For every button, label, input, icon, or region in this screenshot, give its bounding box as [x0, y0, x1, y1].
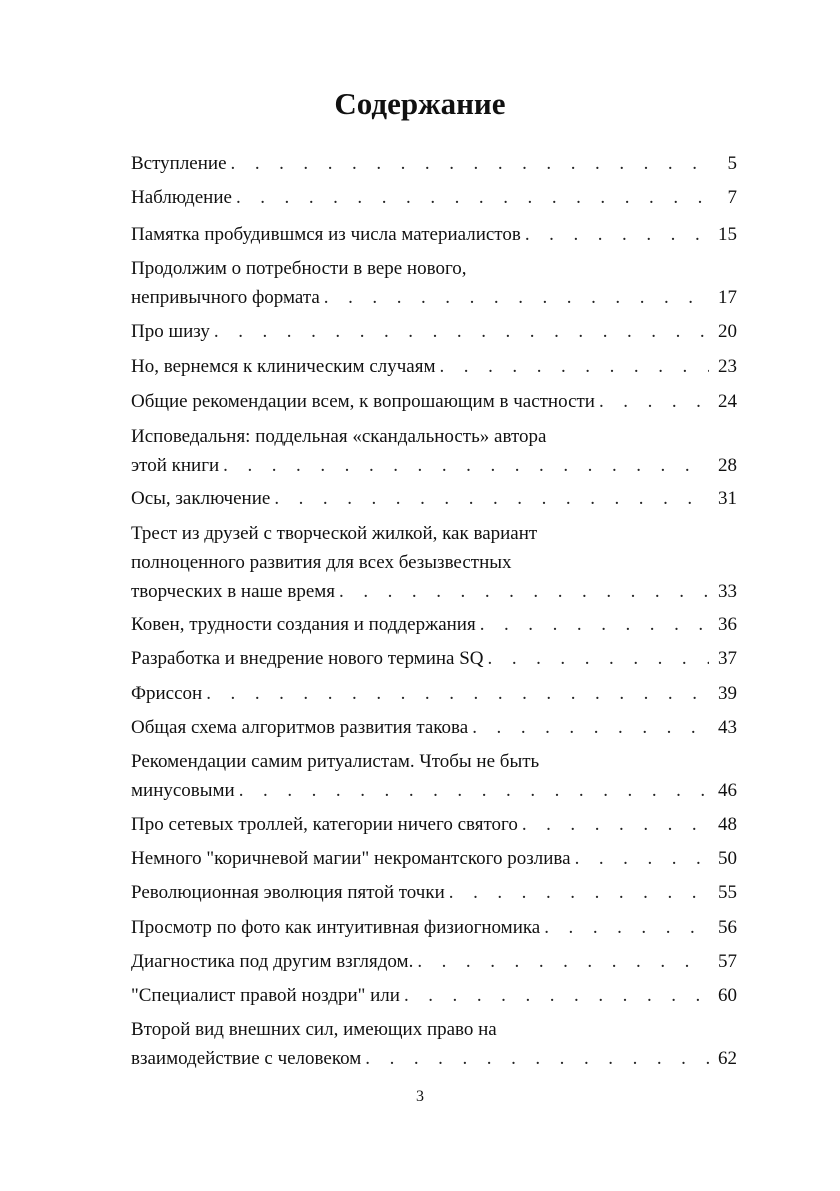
- toc-page-number: 33: [718, 581, 737, 602]
- toc-entry-title: Про шизу: [131, 321, 210, 342]
- toc-entry-line: [131, 387, 737, 416]
- toc-entry-title: "Специалист правой ноздри" или: [131, 985, 400, 1006]
- dot-leader: [223, 451, 709, 480]
- toc-entry-photo[interactable]: [131, 913, 737, 942]
- toc-entry-title: Просмотр по фото как интуитивная физиогномика: [131, 917, 541, 938]
- toc-entry-title: Ковен, трудности создания и поддержания: [131, 614, 476, 635]
- page-title: Содержание: [334, 86, 506, 121]
- toc-entry-trolls[interactable]: [131, 810, 737, 839]
- toc-entry-title: Наблюдение: [131, 187, 232, 208]
- toc-entry-title: полноценного развития для всех безызвестных: [131, 552, 512, 573]
- toc-entry-wasps[interactable]: [131, 484, 737, 513]
- toc-entry-shiza[interactable]: [131, 317, 737, 346]
- toc-entry-memo[interactable]: [131, 220, 737, 249]
- toc-entry-title: Разработка и внедрение нового термина SQ: [131, 648, 484, 669]
- toc-entry-intro[interactable]: [131, 149, 737, 178]
- toc-entry-line: [131, 451, 737, 480]
- dot-leader: [231, 149, 709, 178]
- toc-page-number: 28: [718, 455, 737, 476]
- toc-entry-title: Общая схема алгоритмов развития такова: [131, 717, 469, 738]
- dot-leader: [236, 183, 709, 212]
- toc-entry-line: [131, 947, 737, 976]
- toc-page-number: 60: [718, 985, 737, 1006]
- toc-page-number: 43: [718, 717, 737, 738]
- toc-page-number: 39: [718, 683, 737, 704]
- toc-entry-title: Общие рекомендации всем, к вопрошающим в частности: [131, 391, 595, 412]
- toc-entry-line: [131, 352, 737, 381]
- toc-entry-clinical[interactable]: [131, 352, 737, 381]
- toc-page-number: 31: [718, 488, 737, 509]
- toc-entry-title: Революционная эволюция пятой точки: [131, 882, 445, 903]
- toc-entry-line: [131, 713, 737, 742]
- toc-page-number: 15: [718, 224, 737, 245]
- toc-entry-trust[interactable]: [131, 519, 737, 606]
- dot-leader: [274, 484, 709, 513]
- toc-entry-line: [131, 810, 737, 839]
- toc-page-number: 7: [727, 187, 737, 208]
- dot-leader: [480, 610, 709, 639]
- toc-entry-title: Про сетевых троллей, категории ничего святого: [131, 814, 518, 835]
- toc-entry-title: Немного "коричневой магии" некромантского розлива: [131, 848, 571, 869]
- toc-entry-line: [131, 1044, 737, 1073]
- toc-page-number: 50: [718, 848, 737, 869]
- dot-leader: [417, 947, 709, 976]
- toc-entry-title: Продолжим о потребности в вере нового,: [131, 258, 467, 279]
- dot-leader: [575, 844, 709, 873]
- toc-entry-title: Памятка пробудившмся из числа материалистов: [131, 224, 521, 245]
- toc-entry-line: [131, 844, 737, 873]
- toc-page-number: 48: [718, 814, 737, 835]
- toc-page-number: 23: [718, 356, 737, 377]
- dot-leader: [206, 679, 709, 708]
- dot-leader: [339, 577, 709, 606]
- dot-leader: [599, 387, 709, 416]
- toc-entry-line: [131, 610, 737, 639]
- toc-entry-title: Фриссон: [131, 683, 203, 704]
- dot-leader: [440, 352, 710, 381]
- toc-page-number: 20: [718, 321, 737, 342]
- toc-page-number: 5: [727, 153, 737, 174]
- toc-entry-sq[interactable]: [131, 644, 737, 673]
- toc-entry-faith-need[interactable]: [131, 254, 737, 312]
- toc-entry-line: [131, 679, 737, 708]
- toc-page-number: 56: [718, 917, 737, 938]
- toc-entry-line: [131, 577, 737, 606]
- dot-leader: [449, 878, 709, 907]
- toc-entry-line: [131, 484, 737, 513]
- toc-entry-external-forces[interactable]: [131, 1015, 737, 1073]
- toc-entry-title: минусовыми: [131, 780, 235, 801]
- toc-entry-line: [131, 183, 737, 212]
- toc-entry-brown-magic[interactable]: [131, 844, 737, 873]
- dot-leader: [525, 220, 709, 249]
- dot-leader: [239, 776, 709, 805]
- toc-entry-algorithms[interactable]: [131, 713, 737, 742]
- toc-entry-specialist[interactable]: [131, 981, 737, 1010]
- toc-entry-line: [131, 981, 737, 1010]
- toc-page-number: 24: [718, 391, 737, 412]
- toc-page-number: 37: [718, 648, 737, 669]
- dot-leader: [488, 644, 709, 673]
- toc-entry-title: Диагностика под другим взглядом.: [131, 951, 414, 972]
- toc-entry-ritualists[interactable]: [131, 747, 737, 805]
- toc-entry-line: [131, 776, 737, 805]
- toc-entry-line: [131, 878, 737, 907]
- toc-entry-title: этой книги: [131, 455, 220, 476]
- toc-entry-diagnostics[interactable]: [131, 947, 737, 976]
- toc-page-number: 57: [718, 951, 737, 972]
- toc-entry-line: [131, 644, 737, 673]
- toc-entry-title: творческих в наше время: [131, 581, 336, 602]
- toc-entry-coven[interactable]: [131, 610, 737, 639]
- dot-leader: [324, 283, 709, 312]
- toc-entry-line: [131, 913, 737, 942]
- dot-leader: [404, 981, 709, 1010]
- toc-entry-line: [131, 283, 737, 312]
- toc-entry-line: [131, 149, 737, 178]
- toc-entry-title: взаимодействие с человеком: [131, 1048, 362, 1069]
- dot-leader: [365, 1044, 709, 1073]
- toc-entry-recommendations[interactable]: [131, 387, 737, 416]
- toc-entry-title: Второй вид внешних сил, имеющих право на: [131, 1019, 497, 1040]
- toc-entry-title: Исповедальня: поддельная «скандальность» автора: [131, 426, 547, 447]
- toc-page-number: 17: [718, 287, 737, 308]
- toc-entry-title: Вступление: [131, 153, 227, 174]
- toc-page-number: 55: [718, 882, 737, 903]
- toc-entry-observation[interactable]: [131, 183, 737, 212]
- toc-entry-title: Трест из друзей с творческой жилкой, как вариант: [131, 523, 538, 544]
- dot-leader: [522, 810, 709, 839]
- toc-page-number: 62: [718, 1048, 737, 1069]
- toc-entry-evolution[interactable]: [131, 878, 737, 907]
- dot-leader: [472, 713, 709, 742]
- dot-leader: [544, 913, 709, 942]
- toc-entry-line: [131, 317, 737, 346]
- toc-entry-title: непривычного формата: [131, 287, 320, 308]
- dot-leader: [214, 317, 709, 346]
- page-number: 3: [416, 1088, 424, 1105]
- toc-entry-confession[interactable]: [131, 422, 737, 480]
- toc-entry-title: Осы, заключение: [131, 488, 271, 509]
- toc-entry-title: Но, вернемся к клиническим случаям: [131, 356, 436, 377]
- toc-entry-frisson[interactable]: [131, 679, 737, 708]
- toc-entry-line: [131, 220, 737, 249]
- toc-page-number: 46: [718, 780, 737, 801]
- toc-page-number: 36: [718, 614, 737, 635]
- toc-entry-title: Рекомендации самим ритуалистам. Чтобы не быть: [131, 751, 540, 772]
